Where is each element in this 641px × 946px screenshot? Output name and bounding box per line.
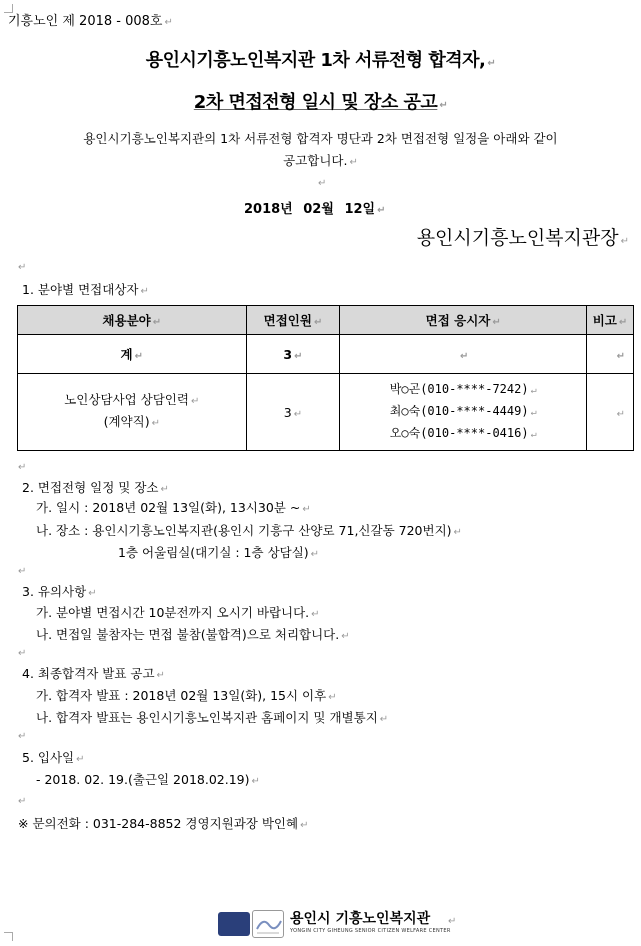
row-applicants [340, 374, 587, 451]
section-4-line-1: 가. 합격자 발표 : 2018년 02월 13일(화), 15시 이후 ↵ [36, 688, 337, 703]
section-5-heading: 5. 입사일 ↵ [22, 750, 85, 765]
total-applicants: ↵ [340, 335, 587, 374]
table-total-row [18, 335, 634, 374]
paragraph-mark: ↵ [18, 648, 27, 659]
paragraph-mark: ↵ [18, 262, 27, 273]
section-4-line-2: 나. 합격자 발표는 용인시기흥노인복지관 홈페이지 및 개별통지 ↵ [36, 710, 389, 725]
header-field: 채용분야 ↵ [18, 306, 247, 335]
footer-organization-english: YONGIN CITY GIHEUNG SENIOR CITIZEN WELFARE CENTER [290, 928, 451, 934]
total-note: ↵ [587, 335, 634, 374]
footer-organization-name: 용인시 기흥노인복지관 [290, 911, 431, 927]
total-label: 계 ↵ [18, 335, 247, 374]
section-1-heading: 1. 분야별 면접대상자 ↵ [22, 282, 149, 297]
section-3-line-2: 나. 면접일 불참자는 면접 불참(불합격)으로 처리합니다. ↵ [36, 627, 350, 642]
section-5-line-1: - 2018. 02. 19.(출근일 2018.02.19) ↵ [36, 772, 260, 787]
header-count: 면접인원 ↵ [246, 306, 340, 335]
intro-text: 용인시기흥노인복지관의 1차 서류전형 합격자 명단과 2차 면접전형 일정을 아래와 같이 공고합니다. ↵ [83, 131, 558, 168]
paragraph-mark: ↵ [448, 916, 457, 927]
row-count: 3 ↵ [246, 374, 340, 451]
row-field: 노인상담사업 상담인력 ↵ (계약직) ↵ [18, 374, 247, 451]
section-2-place: 나. 장소 : 용인시기흥노인복지관(용인시 기흥구 산양로 71,신갈동 720번지) ↵ [36, 523, 462, 538]
section-4-heading: 4. 최종합격자 발표 공고 ↵ [22, 666, 165, 681]
interview-table [17, 305, 634, 451]
table-row [18, 374, 634, 451]
paragraph-mark: ↵ [18, 566, 27, 577]
paragraph-mark: ↵ [318, 178, 327, 189]
applicant-entry: 오○숙(010-****-0416) ↵ [389, 426, 537, 440]
section-3-heading: 3. 유의사항 ↵ [22, 584, 97, 599]
table-header-row [18, 306, 634, 335]
welfare-center-logo-icon [218, 912, 250, 936]
section-2-date: 가. 일시 : 2018년 02월 13일(화), 13시30분 ~ ↵ [36, 500, 311, 515]
paragraph-mark: ↵ [18, 462, 27, 473]
page-corner-mark [4, 932, 13, 941]
header-applicants: 면접 응시자 ↵ [340, 306, 587, 335]
section-2-place-room: 1층 어울림실(대기실 : 1층 상담실) ↵ [118, 545, 320, 560]
section-2-heading: 2. 면접전형 일정 및 장소 ↵ [22, 480, 169, 495]
document-number: 기흥노인 제 2018 - 008호 ↵ [8, 14, 173, 29]
paragraph-mark: ↵ [18, 796, 27, 807]
title-line-2: 2차 면접전형 일시 및 장소 공고 ↵ [193, 92, 448, 113]
welfare-center-emblem-icon [252, 910, 284, 938]
organization-signature: 용인시기흥노인복지관장 ↵ [416, 227, 629, 249]
header-note: 비고 ↵ [587, 306, 634, 335]
title-line-1: 용인시기흥노인복지관 1차 서류전형 합격자, ↵ [145, 50, 496, 71]
notice-date: 2018년 02월 12일 ↵ [244, 202, 386, 217]
applicant-entry: 박○곤(010-****-7242) ↵ [389, 382, 537, 396]
applicant-entry: 최○숙(010-****-4449) ↵ [389, 404, 537, 418]
section-3-line-1: 가. 분야별 면접시간 10분전까지 오시기 바랍니다. ↵ [36, 605, 320, 620]
total-count: 3 ↵ [246, 335, 340, 374]
row-note: ↵ [587, 374, 634, 451]
paragraph-mark: ↵ [18, 731, 27, 742]
contact-line: ※ 문의전화 : 031-284-8852 경영지원과장 박인혜 ↵ [18, 816, 309, 831]
